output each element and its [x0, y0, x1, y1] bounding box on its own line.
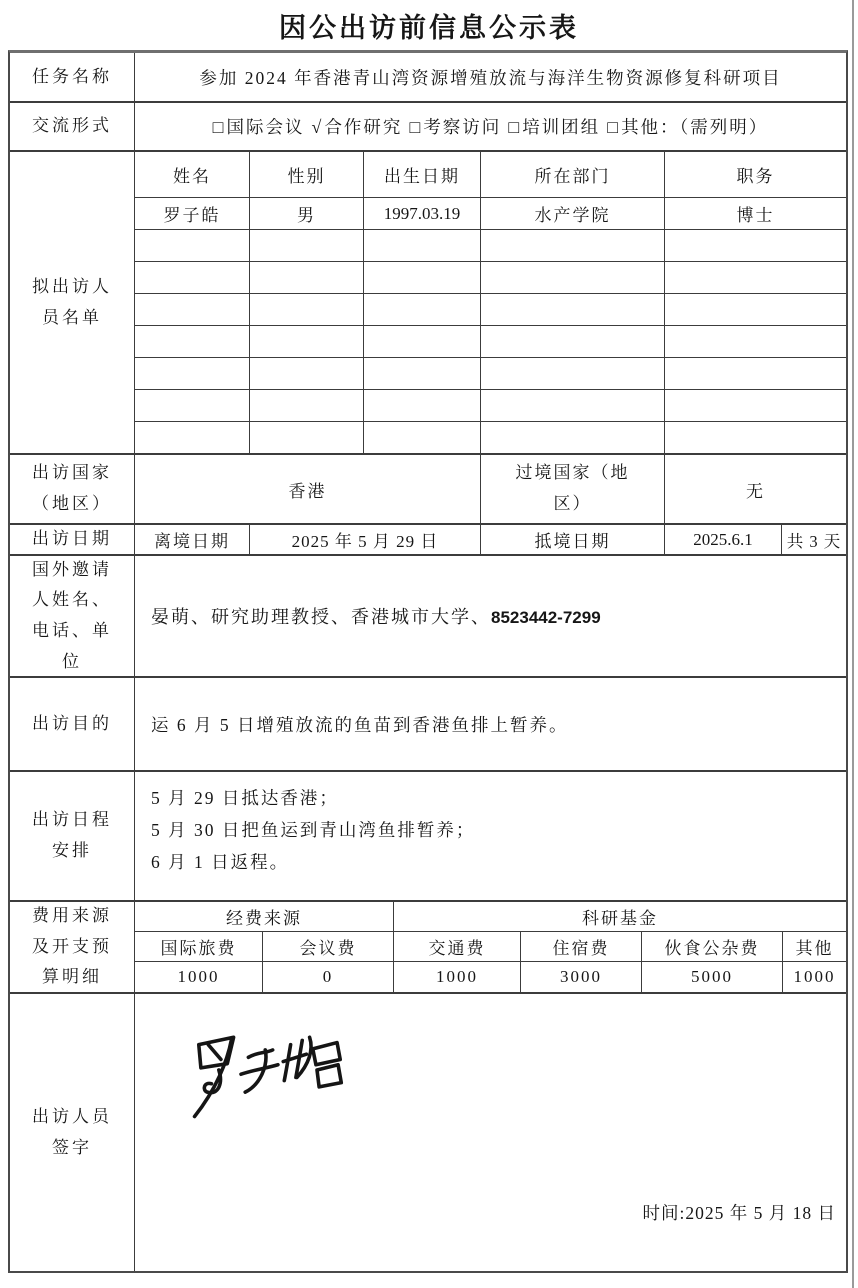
purpose-label: 出访目的 — [10, 678, 135, 770]
exchange-options — [135, 103, 846, 150]
checkbox-unchecked-icon: □ — [409, 117, 423, 137]
budget-amount-international-travel: 1000 — [135, 962, 263, 992]
person-empty-cell — [665, 358, 846, 390]
person-empty-cell — [364, 326, 481, 358]
person-empty-cell — [481, 326, 665, 358]
person-title: 博士 — [665, 198, 846, 230]
budget-amount-row — [135, 962, 846, 992]
person-empty-cell — [135, 294, 250, 326]
person-empty-cell — [250, 358, 364, 390]
page-edge-line — [852, 0, 854, 1288]
arrival-date-value: 2025.6.1 — [665, 525, 782, 554]
itinerary-line: 5 月 29 日抵达香港； — [151, 788, 339, 808]
departure-date-value: 2025 年 5 月 29 日 — [250, 525, 481, 554]
person-birthdate: 1997.03.19 — [364, 198, 481, 230]
person-empty-cell — [364, 262, 481, 294]
person-empty-cell — [665, 326, 846, 358]
exchange-option-international-conference: □国际会议 — [212, 117, 305, 137]
purpose-value: 运 6 月 5 日增殖放流的鱼苗到香港鱼排上暂养。 — [151, 714, 569, 735]
budget-source-row — [135, 902, 846, 932]
row-destination — [10, 453, 846, 523]
person-name: 罗子皓 — [135, 198, 250, 230]
page-title: 因公出访前信息公示表 — [279, 13, 579, 43]
person-empty-cell — [250, 294, 364, 326]
person-empty-cell — [135, 422, 250, 454]
person-empty-cell — [250, 230, 364, 262]
person-empty-cell — [481, 422, 665, 454]
itinerary-lines — [135, 772, 846, 900]
person-header-gender: 性别 — [250, 152, 364, 198]
exchange-option-cooperative-research: √合作研究 — [311, 117, 403, 137]
person-empty-cell — [364, 230, 481, 262]
budget-col-conference-fee: 会议费 — [263, 932, 394, 961]
person-empty-cell — [135, 230, 250, 262]
exchange-option-inspection-visit: □考察访问 — [409, 117, 502, 137]
person-empty-cell — [665, 230, 846, 262]
budget-amount-transport: 1000 — [394, 962, 521, 992]
row-travel-dates — [10, 523, 846, 554]
checkbox-unchecked-icon: □ — [508, 117, 522, 137]
itinerary-line: 6 月 1 日返程。 — [151, 852, 290, 872]
inviter-text: 晏萌、研究助理教授、香港城市大学、 — [151, 607, 491, 627]
person-empty-cell — [250, 422, 364, 454]
person-header-title: 职务 — [665, 152, 846, 198]
budget-col-transport: 交通费 — [394, 932, 521, 961]
inviter-value — [135, 556, 846, 676]
person-empty-cell — [364, 422, 481, 454]
transit-label: 过境国家（地区） — [481, 455, 665, 523]
person-empty-cell — [364, 294, 481, 326]
person-empty-cell — [250, 326, 364, 358]
arrival-date-label: 抵境日期 — [481, 525, 665, 554]
budget-amount-meals: 5000 — [642, 962, 783, 992]
person-empty-cell — [364, 390, 481, 422]
exchange-option-training-group: □培训团组 — [508, 117, 601, 137]
task-value: 参加 2024 年香港青山湾资源增殖放流与海洋生物资源修复科研项目 — [199, 67, 782, 88]
delegation-label: 拟出访人员名单 — [10, 152, 135, 453]
destination-value: 香港 — [135, 455, 481, 523]
person-empty-cell — [135, 326, 250, 358]
signature-date: 时间:2025 年 5 月 18 日 — [642, 1203, 836, 1223]
row-delegation-list — [10, 150, 846, 453]
person-header-department: 所在部门 — [481, 152, 665, 198]
budget-label: 费用来源及开支预算明细 — [10, 902, 135, 992]
person-department: 水产学院 — [481, 198, 665, 230]
exchange-label: 交流形式 — [10, 103, 135, 150]
person-empty-cell — [481, 230, 665, 262]
handwritten-signature — [187, 1032, 352, 1127]
row-signature — [10, 992, 846, 1271]
budget-table — [135, 902, 846, 992]
person-empty-cell — [250, 262, 364, 294]
person-empty-cell — [481, 358, 665, 390]
checkbox-unchecked-icon: □ — [607, 117, 621, 137]
signature-area — [135, 994, 846, 1271]
checkbox-unchecked-icon: □ — [212, 117, 226, 137]
person-empty-cell — [665, 422, 846, 454]
person-empty-cell — [364, 358, 481, 390]
funding-source-value: 科研基金 — [582, 909, 658, 928]
row-itinerary — [10, 770, 846, 900]
budget-col-other: 其他 — [795, 939, 834, 958]
checkmark-icon: √ — [311, 117, 324, 137]
budget-amount-lodging: 3000 — [521, 962, 642, 992]
person-empty-cell — [481, 390, 665, 422]
budget-col-international-travel: 国际旅费 — [135, 932, 263, 961]
row-task-name — [10, 53, 846, 101]
signature-label: 出访人员签字 — [10, 994, 135, 1271]
person-empty-cell — [481, 294, 665, 326]
itinerary-line: 5 月 30 日把鱼运到青山湾鱼排暂养； — [151, 820, 476, 840]
funding-source-label: 经费来源 — [135, 902, 394, 931]
disclosure-form-table — [8, 50, 848, 1273]
row-exchange-type — [10, 101, 846, 150]
person-empty-cell — [481, 262, 665, 294]
person-empty-cell — [250, 390, 364, 422]
inviter-label: 国外邀请人姓名、电话、单位 — [10, 556, 135, 676]
person-header-name: 姓名 — [135, 152, 250, 198]
person-empty-cell — [135, 390, 250, 422]
row-budget — [10, 900, 846, 992]
person-empty-cell — [665, 294, 846, 326]
row-inviter — [10, 554, 846, 676]
budget-header-row — [135, 932, 846, 962]
departure-date-label: 离境日期 — [135, 525, 250, 554]
person-empty-cell — [665, 262, 846, 294]
person-gender: 男 — [250, 198, 364, 230]
itinerary-label: 出访日程安排 — [10, 772, 135, 900]
person-header-birthdate: 出生日期 — [364, 152, 481, 198]
budget-amount-other: 1000 — [793, 967, 836, 986]
exchange-option-other: □其他：（需列明） — [607, 117, 769, 137]
dates-label: 出访日期 — [10, 525, 135, 554]
person-table-grid — [135, 152, 846, 453]
trip-duration: 共 3 天 — [786, 531, 842, 551]
person-empty-cell — [135, 358, 250, 390]
person-empty-cell — [665, 390, 846, 422]
inviter-phone: 8523442-7299 — [491, 608, 601, 627]
destination-label: 出访国家（地区） — [10, 455, 135, 523]
budget-col-meals: 伙食公杂费 — [642, 932, 783, 961]
person-empty-cell — [135, 262, 250, 294]
row-purpose — [10, 676, 846, 770]
transit-value: 无 — [746, 481, 765, 501]
budget-col-lodging: 住宿费 — [521, 932, 642, 961]
task-label: 任务名称 — [10, 53, 135, 101]
budget-amount-conference-fee: 0 — [263, 962, 394, 992]
